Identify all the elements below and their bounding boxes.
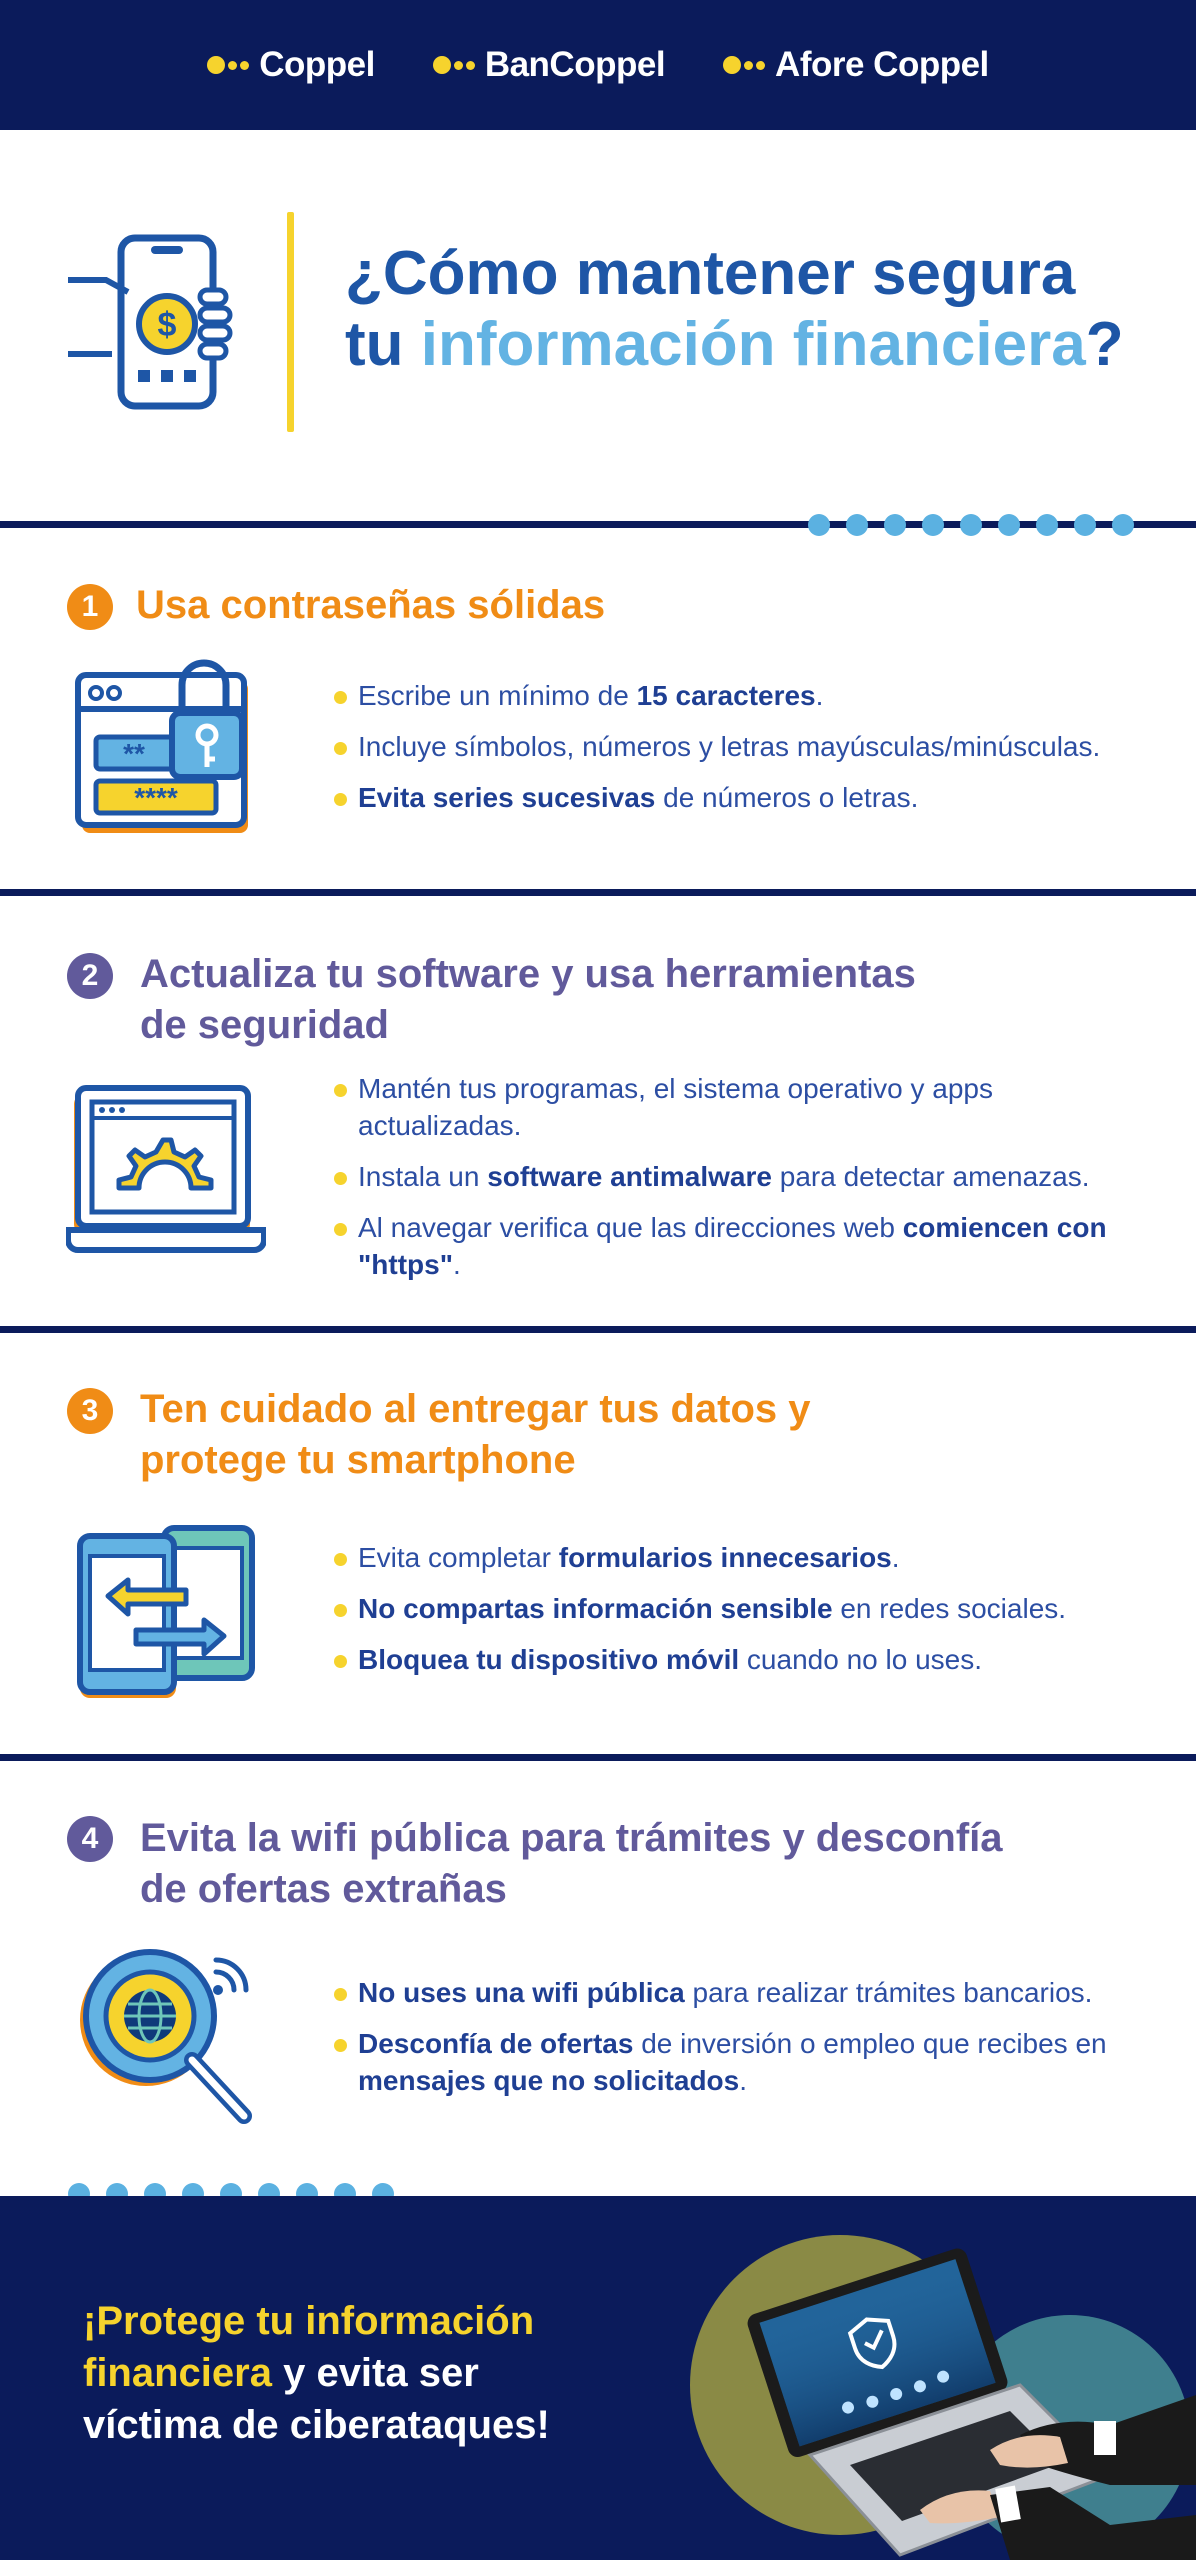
list-item: Evita completar formularios innecesarios. [330, 1540, 1150, 1577]
section-divider [0, 889, 1196, 896]
coppel-logo-icon [207, 56, 249, 74]
list-item: Al navegar verifica que las direcciones web comiencen con "https". [330, 1210, 1160, 1284]
section-title-1: Usa contraseñas sólidas [136, 583, 606, 627]
svg-text:****: **** [134, 782, 178, 813]
section-4-bullets [330, 1975, 1160, 2114]
list-item: No uses una wifi pública para realizar trámites bancarios. [330, 1975, 1160, 2012]
title-line-2-prefix: tu [345, 310, 421, 380]
section-1-bullets [330, 678, 1150, 831]
title-line-1: Actualiza tu software y usa herramientas [140, 952, 916, 996]
phones-transfer-icon [74, 1522, 260, 1702]
section-number-1: 1 [67, 584, 113, 630]
list-item: Incluye símbolos, números y letras mayúsculas/minúsculas. [330, 729, 1150, 766]
footer-message [83, 2295, 643, 2451]
footer-highlight-1: ¡Protege tu información [83, 2299, 535, 2343]
section-divider [0, 1326, 1196, 1333]
phone-money-icon [66, 232, 241, 412]
list-item: Mantén tus programas, el sistema operativo y apps actualizadas. [330, 1071, 1160, 1145]
section-title-2 [140, 949, 1100, 1051]
section-title-3 [140, 1384, 1100, 1486]
list-item: Evita series sucesivas de números o letras. [330, 780, 1150, 817]
footer-text-2: y evita ser [271, 2351, 479, 2395]
decorative-dots [808, 514, 1134, 536]
section-divider [0, 1754, 1196, 1761]
title-line-1: Evita la wifi pública para trámites y desconfía [140, 1816, 1003, 1860]
wifi-search-globe-icon [74, 1948, 260, 2130]
laptop-security-illustration [690, 2225, 1196, 2560]
list-item: Instala un software antimalware para detectar amenazas. [330, 1159, 1160, 1196]
footer-text-3: víctima de ciberataques! [83, 2403, 550, 2447]
coppel-logo-icon [723, 56, 765, 74]
list-item: Bloquea tu dispositivo móvil cuando no lo uses. [330, 1642, 1150, 1679]
brand-header [0, 0, 1196, 130]
title-suffix: ? [1085, 310, 1124, 380]
section-number-4: 4 [67, 1816, 113, 1862]
brand-label: BanCoppel [484, 45, 666, 84]
svg-text:$: $ [157, 306, 177, 344]
title-line-2: de ofertas extrañas [140, 1866, 507, 1911]
brand-bancoppel [433, 45, 665, 85]
laptop-gear-icon [66, 1084, 266, 1264]
title-highlight: información financiera [420, 310, 1086, 380]
title-line-2: de seguridad [140, 1002, 389, 1047]
title-line-1: Ten cuidado al entregar tus datos y [140, 1387, 811, 1431]
title-line-1: ¿Cómo mantener segura [345, 239, 1076, 308]
password-lock-icon [74, 655, 259, 838]
list-item: No compartas información sensible en redes sociales. [330, 1591, 1150, 1628]
svg-text:**: ** [123, 738, 145, 769]
section-3-bullets [330, 1540, 1150, 1693]
section-title-4 [140, 1813, 1130, 1915]
page-title [345, 238, 1165, 381]
footer-highlight-2: financiera [83, 2351, 272, 2395]
hero-accent-bar [287, 212, 294, 432]
brand-afore-coppel [723, 45, 989, 85]
section-number-2: 2 [67, 953, 113, 999]
list-item: Escribe un mínimo de 15 caracteres. [330, 678, 1150, 715]
list-item: Desconfía de ofertas de inversión o empleo que recibes en mensajes que no solicitados. [330, 2026, 1160, 2100]
title-line-2: protege tu smartphone [140, 1437, 576, 1482]
coppel-logo-icon [433, 56, 475, 74]
brand-coppel [207, 45, 375, 85]
brand-label: Coppel [259, 45, 375, 84]
section-2-bullets [330, 1071, 1160, 1298]
brand-label: Afore Coppel [775, 45, 989, 84]
section-number-3: 3 [67, 1388, 113, 1434]
